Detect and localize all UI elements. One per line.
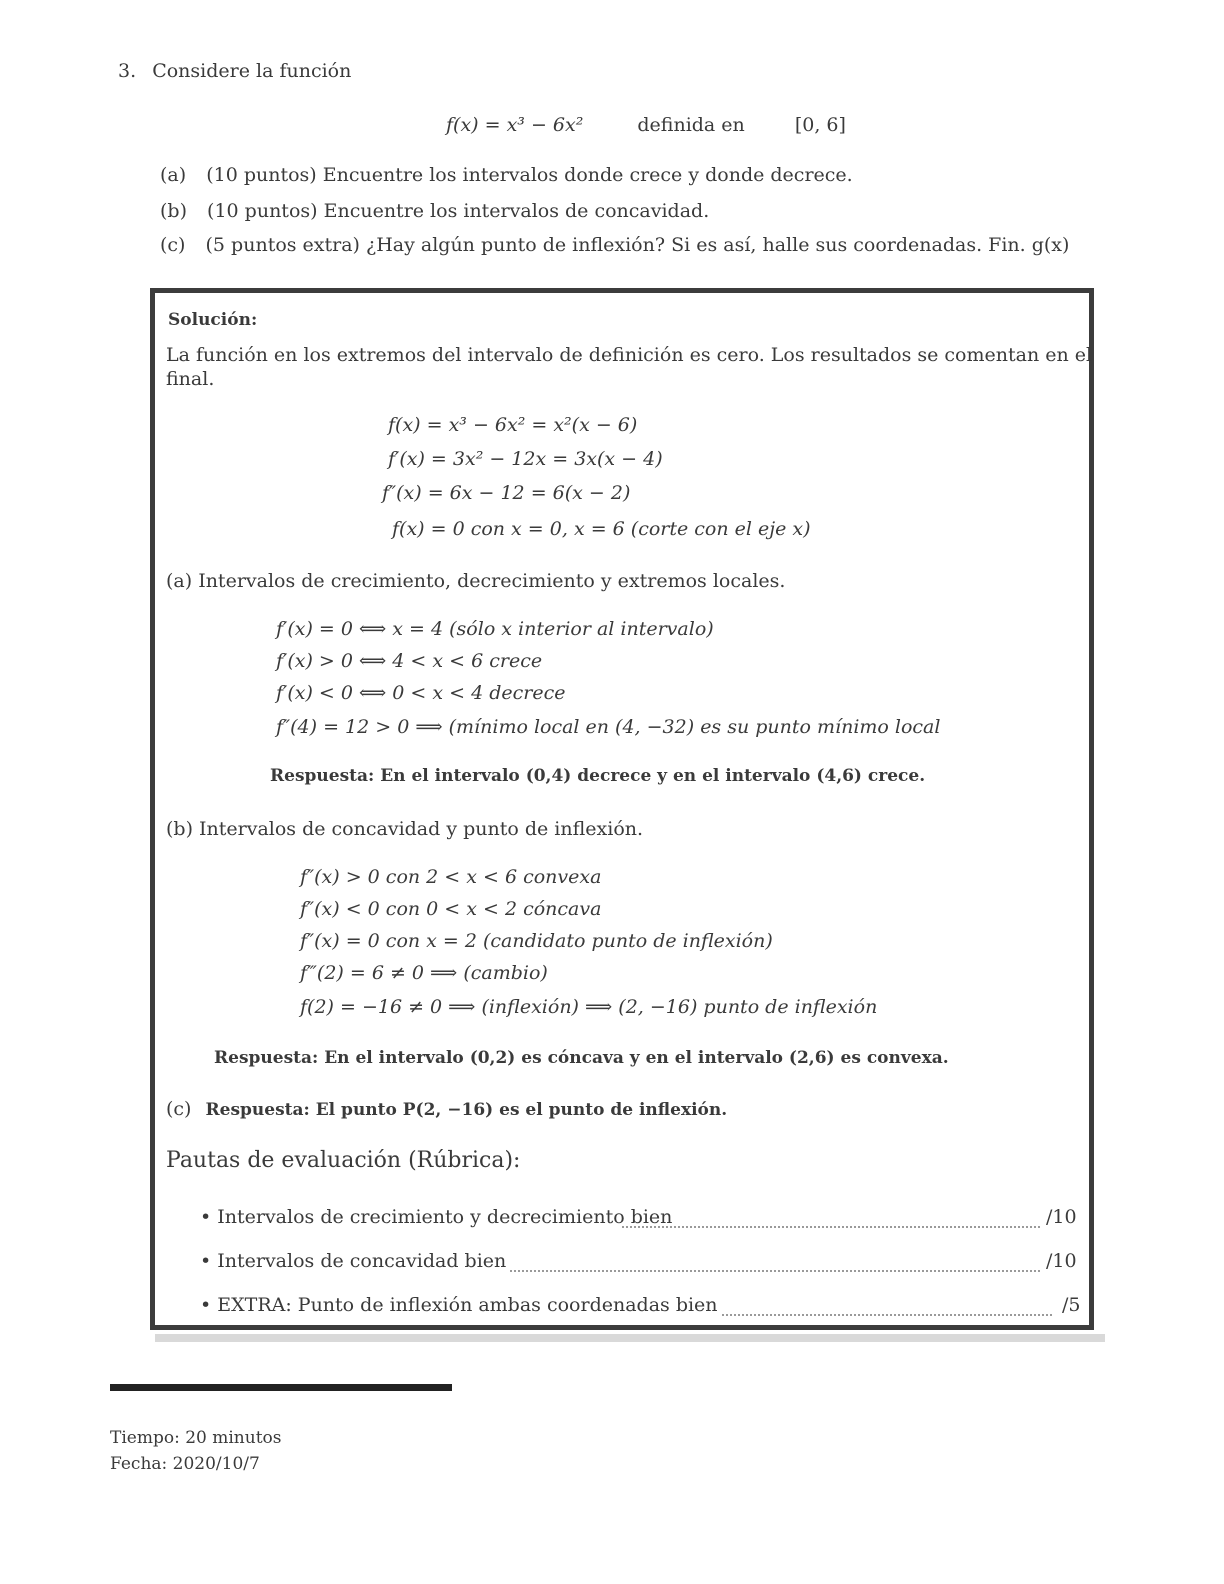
equation-4: f(x) = 0 con x = 0, x = 6 (corte con el eje x) [392,518,811,540]
part-label: (c) [160,234,186,256]
part-a-line-1: f′(x) = 0 ⟺ x = 4 (sólo x interior al intervalo) [276,618,714,640]
rubric-item-1-label: • Intervalos de crecimiento y decrecimiento bien [200,1206,673,1228]
solution-intro-line1: La función en los extremos del intervalo de definición es cero. Los resultados se comentan en el [166,344,1093,366]
part-label: (b) [160,200,187,222]
part-b-line-2: f″(x) < 0 con 0 < x < 2 cóncava [300,898,602,920]
domain-interval: [0, 6] [794,114,846,136]
part-text: (10 puntos) Encuentre los intervalos de concavidad. [207,200,710,222]
equation-1: f(x) = x³ − 6x² = x²(x − 6) [388,414,638,436]
part-a-question [160,164,853,186]
part-c-label: (c) [166,1098,192,1120]
problem-statement [118,60,351,82]
part-a-heading: (a) Intervalos de crecimiento, decrecimiento y extremos locales. [166,570,786,592]
part-text: (5 puntos extra) ¿Hay algún punto de inflexión? Si es así, halle sus coordenadas. Fin. g(x) [205,234,1070,256]
part-b-line-5: f(2) = −16 ≠ 0 ⟹ (inflexión) ⟹ (2, −16) punto de inflexión [300,996,878,1018]
equation-2: f′(x) = 3x² − 12x = 3x(x − 4) [388,448,663,470]
part-b-question [160,200,709,222]
rubric-leader-dots [622,1226,1040,1228]
solution-box-shadow [155,1334,1105,1342]
equation-3: f″(x) = 6x − 12 = 6(x − 2) [382,482,631,504]
part-b-line-1: f″(x) > 0 con 2 < x < 6 convexa [300,866,602,888]
part-a-line-3: f′(x) < 0 ⟺ 0 < x < 4 decrece [276,682,566,704]
rubric-item-2-label: • Intervalos de concavidad bien [200,1250,507,1272]
part-b-line-3: f″(x) = 0 con x = 2 (candidato punto de inflexión) [300,930,773,952]
footnote-date: Fecha: 2020/10/7 [110,1454,260,1474]
part-b-answer: Respuesta: En el intervalo (0,2) es cóncava y en el intervalo (2,6) es convexa. [214,1048,949,1068]
part-c-answer: Respuesta: El punto P(2, −16) es el punto de inflexión. [205,1100,728,1120]
footnote-time: Tiempo: 20 minutos [110,1428,282,1448]
problem-intro: Considere la función [152,60,352,82]
part-c-answer-line [166,1098,727,1120]
part-b-line-4: f‴(2) = 6 ≠ 0 ⟹ (cambio) [300,962,548,984]
rubric-item-1-points: /10 [1046,1206,1077,1228]
domain-label: definida en [637,114,745,136]
rubric-leader-dots [510,1270,1040,1272]
solution-heading: Solución: [168,310,258,330]
function-formula: f(x) = x³ − 6x² [446,114,584,136]
rubric-heading: Pautas de evaluación (Rúbrica): [166,1148,521,1173]
solution-box [150,288,1094,1330]
function-definition [446,114,846,136]
part-b-heading: (b) Intervalos de concavidad y punto de inflexión. [166,818,644,840]
rubric-leader-dots [722,1314,1052,1316]
rubric-item-3-points: /5 [1062,1294,1081,1316]
part-c-question [160,234,1069,256]
part-a-line-2: f′(x) > 0 ⟺ 4 < x < 6 crece [276,650,543,672]
rubric-item-2-points: /10 [1046,1250,1077,1272]
part-label: (a) [160,164,187,186]
footnote-rule [110,1384,452,1391]
part-a-answer: Respuesta: En el intervalo (0,4) decrece y en el intervalo (4,6) crece. [270,766,926,786]
rubric-item-3-label: • EXTRA: Punto de inflexión ambas coordenadas bien [200,1294,718,1316]
solution-intro-line2: final. [166,368,215,390]
problem-number: 3. [118,60,137,82]
part-a-line-4: f″(4) = 12 > 0 ⟹ (mínimo local en (4, −32) es su punto mínimo local [276,716,941,738]
part-text: (10 puntos) Encuentre los intervalos donde crece y donde decrece. [206,164,853,186]
